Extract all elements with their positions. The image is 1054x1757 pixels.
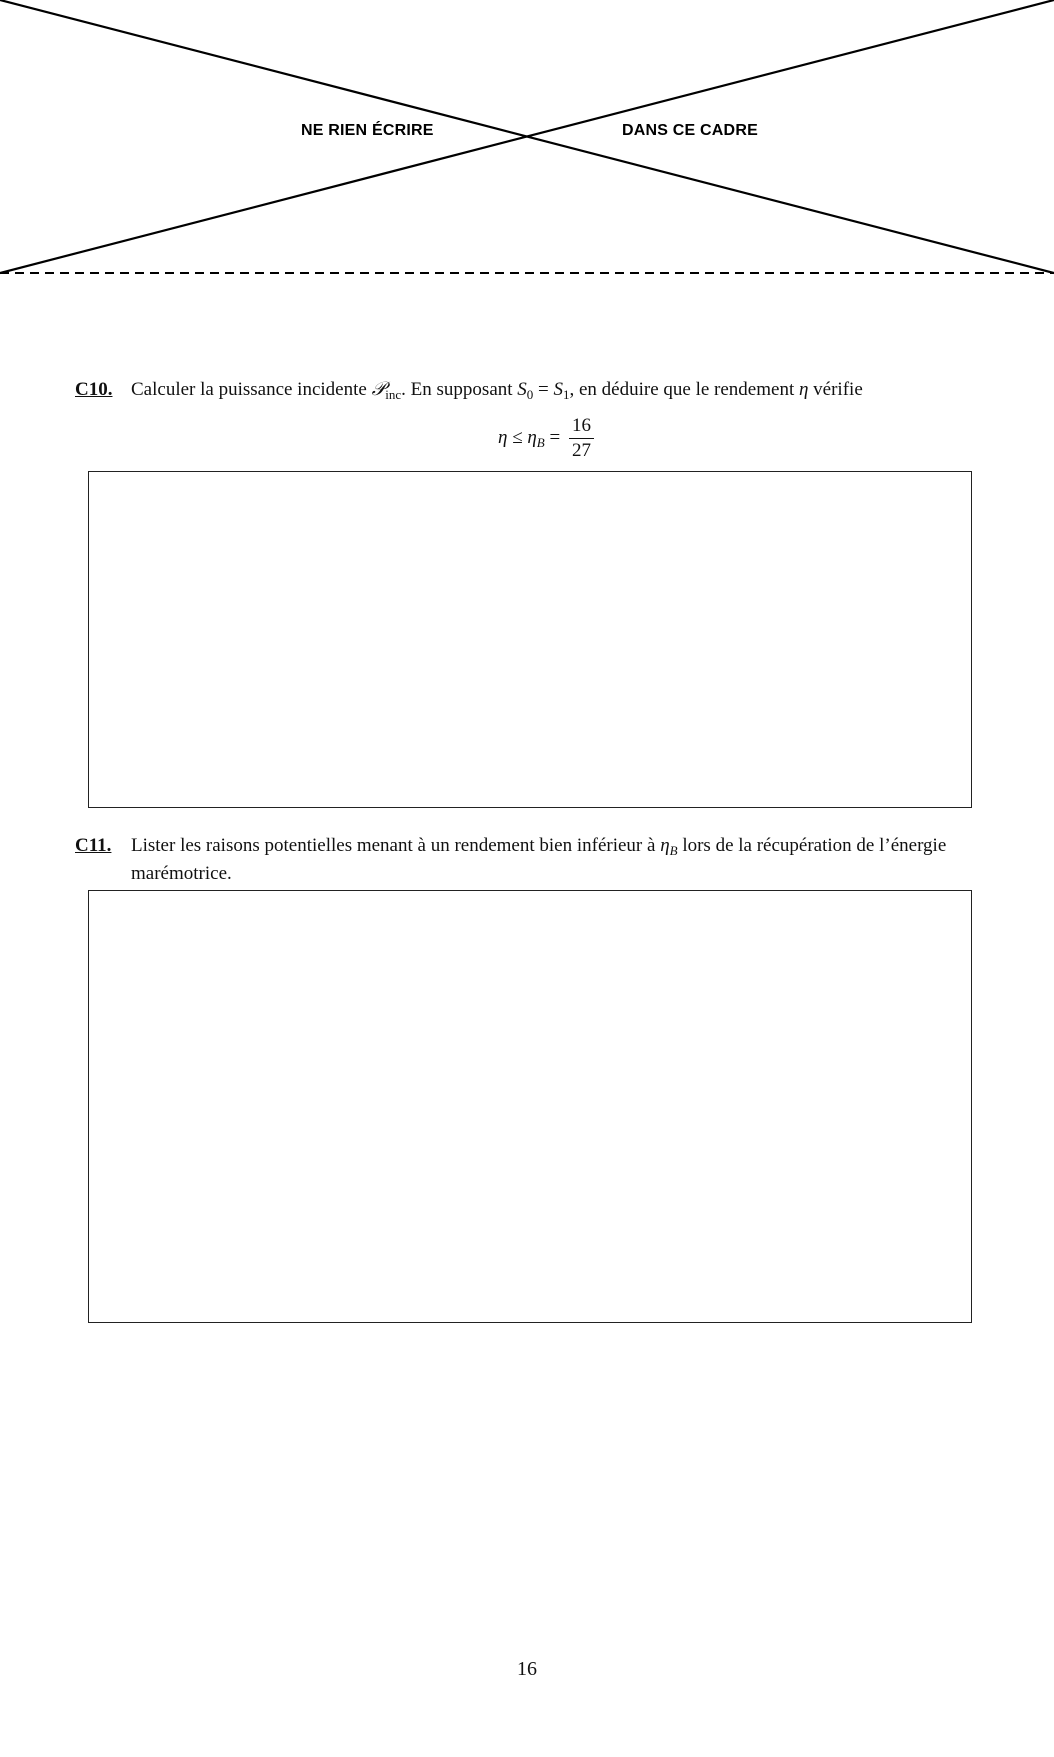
question-c11-text: Lister les raisons potentielles menant à un rendement bien inférieur à $\eta_B$ lors de la récupération de l’énergie marémotrice.	[131, 835, 947, 884]
question-c10	[75, 378, 131, 401]
question-c11	[75, 834, 131, 857]
question-label: C11.	[75, 835, 112, 856]
no-write-frame	[0, 0, 1054, 280]
answer-box-c10[interactable]	[88, 471, 972, 808]
question-c10-text: Calculer la puissance incidente 𝒫$_{inc}$. En supposant $S_0 = S_1$, en déduire que le rendement η vérifie	[131, 379, 863, 402]
efficiency-formula: $\eta \le \eta_B$ = $\frac{16}{27}$	[498, 415, 594, 465]
power-symbol: 𝒫	[371, 379, 386, 400]
answer-box-c11[interactable]	[88, 890, 972, 1323]
no-write-label-left: NE RIEN ÉCRIRE	[301, 122, 434, 139]
question-label: C10.	[75, 379, 113, 400]
page-number: 16	[517, 1658, 537, 1680]
no-write-label-right: DANS CE CADRE	[622, 122, 758, 139]
fraction: $\frac{16}{27}$	[569, 415, 594, 462]
no-write-cross	[0, 0, 1054, 280]
